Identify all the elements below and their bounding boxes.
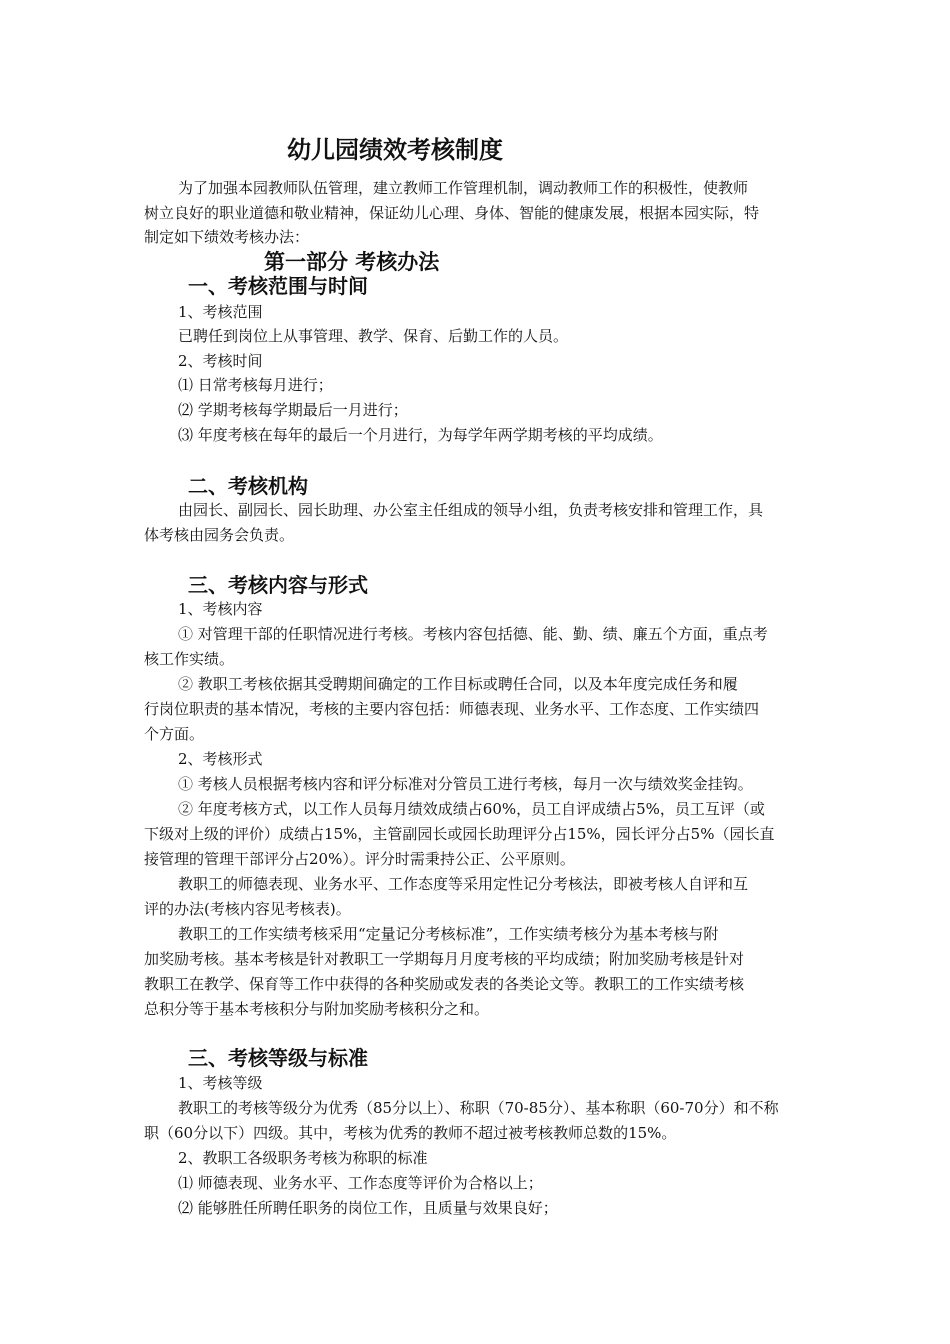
document-title: 幼儿园绩效考核制度	[287, 136, 503, 164]
text-line: 加奖励考核。基本考核是针对教职工一学期每月月度考核的平均成绩；附加奖励考核是针对	[144, 950, 745, 968]
section-heading: 三、考核等级与标准	[188, 1046, 368, 1070]
text-line: 行岗位职责的基本情况，考核的主要内容包括：师德表现、业务水平、工作态度、工作实绩四	[144, 700, 760, 718]
text-line: 2、考核时间	[178, 352, 263, 370]
text-line: 个方面。	[144, 725, 205, 743]
text-line: 1、考核内容	[178, 600, 263, 618]
text-line: 2、考核形式	[178, 750, 263, 768]
text-line: ① 对管理干部的任职情况进行考核。考核内容包括德、能、勤、绩、廉五个方面，重点考	[178, 625, 768, 643]
text-line: 体考核由园务会负责。	[144, 526, 295, 544]
text-line: 核工作实绩。	[144, 650, 235, 668]
text-line: 总积分等于基本考核积分与附加奖励考核积分之和。	[144, 1000, 490, 1018]
intro-line: 树立良好的职业道德和敬业精神，保证幼儿心理、身体、智能的健康发展，根据本园实际，特	[144, 204, 760, 222]
text-line: ⑶ 年度考核在每年的最后一个月进行，为每学年两学期考核的平均成绩。	[178, 426, 663, 444]
text-line: ⑵ 学期考核每学期最后一月进行；	[178, 401, 408, 419]
section-heading: 二、考核机构	[188, 474, 308, 498]
section-heading: 三、考核内容与形式	[188, 573, 368, 597]
text-line: ① 考核人员根据考核内容和评分标准对分管员工进行考核，每月一次与绩效奖金挂钩。	[178, 775, 753, 793]
text-line: 1、考核范围	[178, 303, 263, 321]
text-line: ⑵ 能够胜任所聘任职务的岗位工作，且质量与效果良好；	[178, 1199, 558, 1217]
text-line: ② 教职工考核依据其受聘期间确定的工作目标或聘任合同，以及本年度完成任务和履	[178, 675, 738, 693]
text-line: 已聘任到岗位上从事管理、教学、保育、后勤工作的人员。	[178, 327, 569, 345]
text-line: 由园长、副园长、园长助理、办公室主任组成的领导小组，负责考核安排和管理工作，具	[178, 501, 764, 519]
text-line: ⑴ 日常考核每月进行；	[178, 376, 333, 394]
text-line: ⑴ 师德表现、业务水平、工作态度等评价为合格以上；	[178, 1174, 543, 1192]
text-line: ② 年度考核方式，以工作人员每月绩效成绩占60%，员工自评成绩占5%，员工互评（或	[178, 800, 765, 818]
section-heading: 一、考核范围与时间	[188, 274, 368, 298]
text-line: 教职工在教学、保育等工作中获得的各种奖励或发表的各类论文等。教职工的工作实绩考核	[144, 975, 745, 993]
intro-line: 制定如下绩效考核办法：	[144, 228, 310, 246]
text-line: 1、考核等级	[178, 1074, 263, 1092]
text-line: 评的办法(考核内容见考核表)。	[144, 900, 351, 918]
text-line: 教职工的考核等级分为优秀（85分以上）、称职（70-85分）、基本称职（60-70分）和不称	[178, 1099, 779, 1117]
text-line: 教职工的工作实绩考核采用“定量记分考核标准”，工作实绩考核分为基本考核与附	[178, 925, 719, 943]
text-line: 2、教职工各级职务考核为称职的标准	[178, 1149, 428, 1167]
text-line: 下级对上级的评价）成绩占15%，主管副园长或园长助理评分占15%，园长评分占5%（园长直	[144, 825, 775, 843]
text-line: 教职工的师德表现、业务水平、工作态度等采用定性记分考核法，即被考核人自评和互	[178, 875, 749, 893]
text-line: 职（60分以下）四级。其中，考核为优秀的教师不超过被考核教师总数的15%。	[144, 1124, 677, 1142]
part-title: 第一部分 考核办法	[264, 250, 440, 274]
text-line: 接管理的管理干部评分占20%）。评分时需秉持公正、公平原则。	[144, 850, 575, 868]
intro-line: 为了加强本园教师队伍管理，建立教师工作管理机制，调动教师工作的积极性，使教师	[178, 179, 749, 197]
